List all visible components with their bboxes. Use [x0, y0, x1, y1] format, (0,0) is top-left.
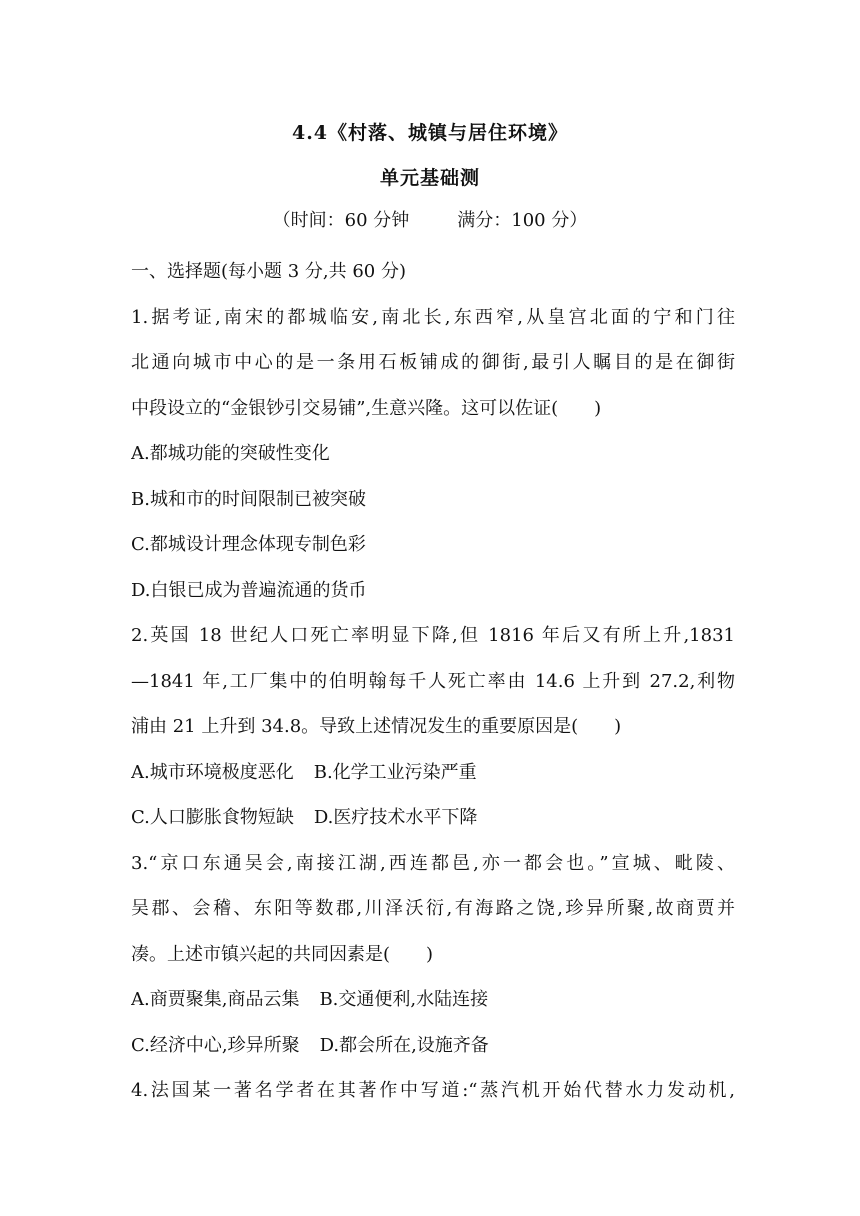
exam-meta	[0, 206, 860, 232]
answer-option: A.都城功能的突破性变化	[131, 443, 330, 464]
question-stem-line: —1841 年,工厂集中的伯明翰每千人死亡率由 14.6 上升到 27.2,利物	[131, 670, 735, 692]
question-3	[131, 841, 735, 1069]
answer-option: A.商贾聚集,商品云集	[131, 989, 300, 1010]
section-heading: 一、选择题(每小题 3 分,共 60 分)	[131, 261, 407, 282]
question-stem-line: 1.据考证,南宋的都城临安,南北长,东西窄,从皇宫北面的宁和门往	[131, 306, 735, 328]
answer-option-row	[131, 750, 735, 796]
answer-option: C.人口膨胀食物短缺	[131, 807, 294, 828]
answer-option-row	[131, 977, 735, 1023]
question-stem-line: 3.“京口东通吴会,南接江湖,西连都邑,亦一都会也。”宣城、毗陵、	[131, 852, 735, 874]
answer-option: C.都城设计理念体现专制色彩	[131, 534, 366, 555]
answer-option: D.白银已成为普遍流通的货币	[131, 579, 367, 601]
answer-option: B.城和市的时间限制已被突破	[131, 488, 366, 510]
answer-option: B.交通便利,水陆连接	[319, 989, 489, 1010]
exam-time: （时间：60 分钟	[272, 210, 410, 231]
question-stem-line: 凑。上述市镇兴起的共同因素是( )	[131, 943, 434, 965]
answer-option: C.经济中心,珍异所聚	[131, 1034, 300, 1056]
answer-option: B.化学工业污染严重	[313, 761, 477, 783]
document-body	[131, 249, 735, 1114]
document-title: 4.4《村落、城镇与居住环境》	[291, 122, 569, 144]
question-stem-line: 2.英国 18 世纪人口死亡率明显下降,但 1816 年后又有所上升,1831	[131, 625, 735, 646]
question-1	[131, 295, 735, 614]
question-stem-line: 4.法国某一著名学者在其著作中写道:“蒸汽机开始代替水力发动机,	[131, 1080, 735, 1101]
answer-option: D.医疗技术水平下降	[313, 807, 478, 828]
question-4	[131, 1068, 735, 1114]
question-stem-line: 中段设立的“金银钞引交易铺”,生意兴隆。这可以佐证( )	[131, 397, 602, 419]
answer-option: A.城市环境极度恶化	[131, 761, 294, 783]
question-stem-line: 北通向城市中心的是一条用石板铺成的御街,最引人瞩目的是在御街	[131, 352, 735, 373]
document-subtitle: 单元基础测	[379, 167, 480, 189]
answer-option-row	[131, 795, 735, 841]
question-stem-line: 吴郡、会稽、东阳等数郡,川泽沃衍,有海路之饶,珍异所聚,故商贾并	[131, 898, 735, 919]
question-stem-line: 浦由 21 上升到 34.8。导致上述情况发生的重要原因是( )	[131, 716, 622, 737]
exam-score: 满分：100 分）	[457, 210, 588, 231]
answer-option-row	[131, 1023, 735, 1069]
answer-option: D.都会所在,设施齐备	[319, 1034, 489, 1056]
question-2	[131, 613, 735, 841]
